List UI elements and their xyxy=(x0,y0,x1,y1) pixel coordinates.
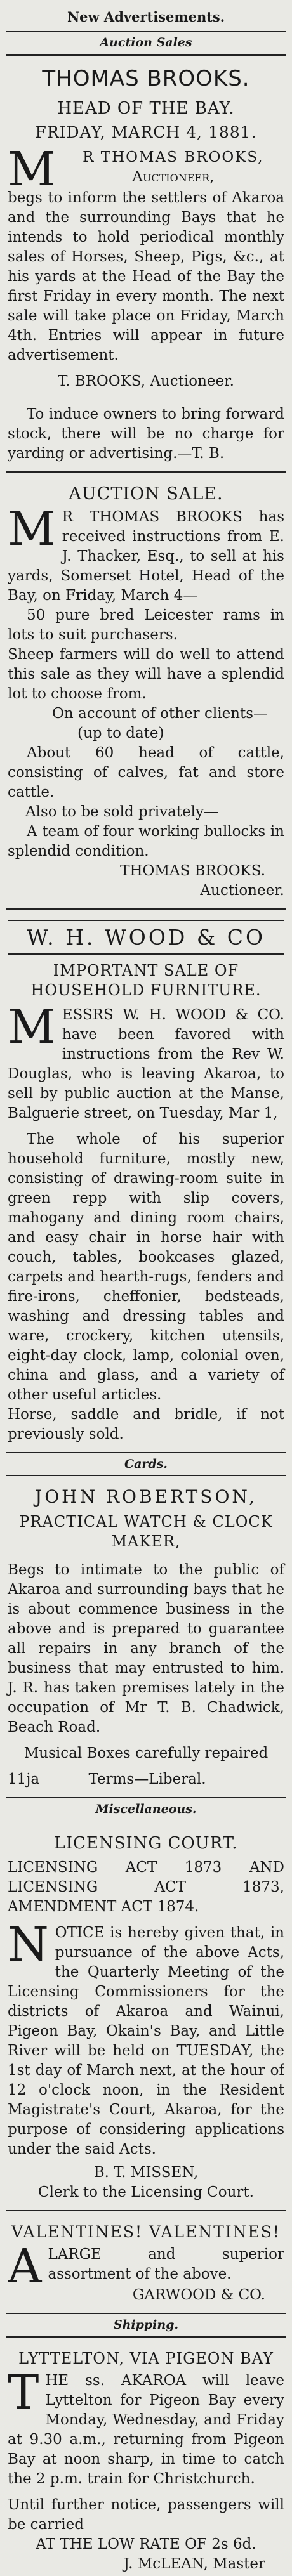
shipping-ad xyxy=(6,2338,286,2576)
licensing-signature: B. T. MISSEN, xyxy=(93,2164,199,2181)
wood-dropcap: M xyxy=(8,1005,56,1054)
brooks-note: To induce owners to bring forward stock, there will be no charge for yarding or advertising.—T. B. xyxy=(8,406,284,462)
brooks-signature: T. BROOKS, Auctioneer. xyxy=(58,373,234,389)
wood-subtitle: IMPORTANT SALE OF HOUSEHOLD FURNITURE. xyxy=(30,962,262,999)
robertson-code: 11ja xyxy=(8,1771,40,1788)
licensing-sig-role: Clerk to the Licensing Court. xyxy=(38,2184,254,2200)
wood-details: The whole of his superior household furniture, mostly new, consisting of drawing-room suite in green repp with slip covers, mahogany and dining room chairs, and easy chair in horse hair with couch, tables, bookcases glazed, carpets and hearth-rugs, fenders and fire-irons, cheffonier, bedsteads, washing and dressing tables and ware, crockery, kitchen utensils, eight-day clock, lamp, colonial oven, china and glass, and a variety of other useful articles. xyxy=(8,1131,284,1403)
wood-intro xyxy=(8,1005,284,1123)
brooks-role: Auctioneer, xyxy=(132,169,215,185)
shipping-signature: J. McLEAN, Master xyxy=(123,2556,265,2572)
licensing-dropcap: N xyxy=(8,1923,49,1972)
valentines-title: VALENTINES! VALENTINES! xyxy=(11,2223,281,2241)
robertson-terms: Terms—Liberal. xyxy=(88,1771,206,1788)
brooks-date: FRIDAY, MARCH 4, 1881. xyxy=(35,123,257,141)
shipping-notice: Until further notice, passengers will be carried xyxy=(8,2497,284,2533)
shipping-intro xyxy=(8,2371,284,2489)
brooks-dropcap: M xyxy=(8,148,56,188)
auction-sale-sig-role: Auctioneer. xyxy=(200,882,284,899)
brooks-name: R THOMAS BROOKS, xyxy=(83,149,264,166)
valentines-dropcap: A xyxy=(8,2245,42,2285)
auction-sale-item2: About 60 head of cattle, consisting of calves, fat and store cattle. xyxy=(8,745,284,801)
section-auction-sales: Auction Sales xyxy=(6,32,286,56)
valentines-ad xyxy=(6,2211,286,2314)
auction-sale-intro xyxy=(8,507,284,606)
auction-sale-item3: A team of four working bullocks in splendid condition. xyxy=(8,823,284,860)
brooks-intro xyxy=(8,148,284,188)
licensing-body: OTICE is hereby given that, in pursuance of the above Acts, the Quarterly Meeting of the Licensing Commissioners for the districts of Akaroa and Wainui, Pigeon Bay, Okain's Bay, and Little River will be held on TUESDAY, the 1st day of March next, at the hour of 12 o'clock noon, in the Resident Magistrate's Court, Akaroa, for the purpose of considering applications under the said Acts. xyxy=(8,1925,284,2157)
wood-horse: Horse, saddle and bridle, if not previously sold. xyxy=(8,1406,284,1442)
wood-body: ESSRS W. H. WOOD & CO. have been favored with instructions from the Rev W. Douglas, who is leaving Akaroa, to sell by public auction at the Manse, Balguerie street, on Tuesday, Mar 1, xyxy=(8,1007,284,1121)
robertson-trade: PRACTICAL WATCH & CLOCK MAKER, xyxy=(19,1513,273,1550)
auction-sale-item1: 50 pure bred Leicester rams in lots to suit purchasers. xyxy=(8,607,284,643)
section-miscellaneous: Miscellaneous. xyxy=(6,1798,286,1822)
shipping-dropcap: T xyxy=(8,2371,39,2420)
valentines-body: LARGE and superior assortment of the above. xyxy=(48,2246,284,2282)
section-shipping: Shipping. xyxy=(6,2314,286,2338)
auction-sale-up-to-date: (up to date) xyxy=(77,725,164,742)
brooks-body: begs to inform the settlers of Akaroa and the surrounding Bays that he intends to hold periodical monthly sales of Horses, Sheep, Pigs, &c., at his yards at the Head of the Bay the first Friday in every month. The next sale will take place on Friday, March 4th. Entries will appear in future advertisement. xyxy=(8,190,284,363)
brooks-ad xyxy=(6,56,286,473)
shipping-rate: AT THE LOW RATE OF 2s 6d. xyxy=(36,2536,256,2553)
section-cards: Cards. xyxy=(6,1453,286,1477)
wood-title: W. H. WOOD & CO xyxy=(8,920,284,955)
brooks-title: THOMAS BROOKS. xyxy=(42,66,250,91)
auction-sale-privately: Also to be sold privately— xyxy=(25,804,218,820)
auction-sale-note1: Sheep farmers will do well to attend this sale as they will have a splendid lot to choose from. xyxy=(8,646,284,702)
valentines-intro xyxy=(8,2245,284,2285)
robertson-ad xyxy=(6,1477,286,1798)
robertson-body: Begs to intimate to the public of Akaroa and surrounding bays that he is about commence business in the above and is prepared to guarantee all repairs in any branch of the business that may entrusted to him. J. R. has taken premises lately in the occupation of Mr T. B. Chadwick, Beach Road. xyxy=(8,1562,284,1736)
valentines-signature: GARWOOD & CO. xyxy=(132,2287,265,2303)
licensing-ad xyxy=(6,1822,286,2211)
licensing-intro xyxy=(8,1923,284,2159)
robertson-musical: Musical Boxes carefully repaired xyxy=(23,1745,269,1762)
auction-sale-title: AUCTION SALE. xyxy=(69,484,223,504)
brooks-location: HEAD OF THE BAY. xyxy=(57,99,235,118)
auction-sale-dropcap: M xyxy=(8,507,56,556)
auction-sale-sig-name: THOMAS BROOKS. xyxy=(120,863,265,879)
shipping-body: HE ss. AKAROA will leave Lyttelton for Pigeon Bay every Monday, Wednesday, and Friday at 9.30 a.m., returning from Pigeon Bay at noon sharp, in time to catch the 2 p.m. train for Christchurch. xyxy=(8,2372,284,2487)
auction-sale-ad xyxy=(6,473,286,910)
licensing-title: LICENSING COURT. xyxy=(54,1834,238,1853)
auction-sale-body: R THOMAS BROOKS has received instructions from E. J. Thacker, Esq., to sell at his yards, Somerset Hotel, Head of the Bay, on Friday, March 4— xyxy=(8,509,284,604)
shipping-title: LYTTELTON, VIA PIGEON BAY xyxy=(18,2350,274,2367)
auction-sale-on-account: On account of other clients— xyxy=(52,705,269,722)
robertson-terms-line xyxy=(8,1770,284,1789)
masthead: New Advertisements. xyxy=(6,5,286,32)
wood-ad xyxy=(6,910,286,1453)
robertson-name: JOHN ROBERTSON, xyxy=(34,1486,258,1507)
licensing-acts: LICENSING ACT 1873 AND LICENSING ACT 1873, AMENDMENT ACT 1874. xyxy=(8,1859,284,1915)
